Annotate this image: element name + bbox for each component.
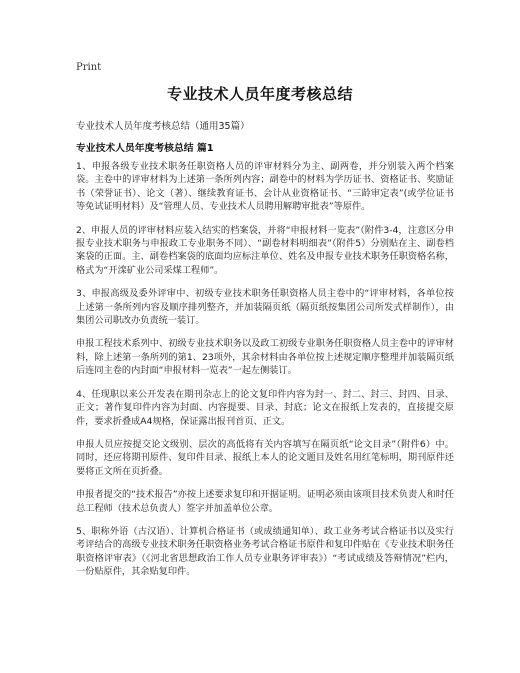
document-body [76,160,454,589]
paragraph: 申报工程技术系列中、初级专业技术职务以及政工初级专业职务任职资格人员主卷中的评审材料，除上述第一条所列的第1、23项外，其余材料由各单位按上述规定顺序整理并加装隔页纸后连同主卷的内封面“申报材料一览表”一起左侧装订。 [76,338,454,377]
paragraph: 3、申报高级及委外评审中、初级专业技术职务任职资格人员主卷中的“评审材料，各单位按上述第一条所列内容及顺序排列整齐，并加装隔页纸（隔页纸按集团公司所发式样制作），由集团公司职改办负责统一装订。 [76,288,454,327]
paragraph: 申报者提交的“技术报告”亦按上述要求复印和开据证明。证明必须由该项目技术负责人和时任总工程师（技术总负责人）签字并加盖单位公章。 [76,489,454,514]
paragraph: 4、任现职以来公开发表在期刊杂志上的论文复印件内容为封一、封二、封三、封四、目录、正文；著作复印件内容为封面、内容提要、目录、封底；论文在报纸上发表的，直接提交原件，要求折叠成A4规格，保证露出报刊首页、正文。 [76,388,454,427]
document-title: 专业技术人员年度考核总结 [166,85,353,103]
paragraph: 2、申报人员的评审材料应装入结实的档案袋，并将“申报材料一览表”（附件3-4，注意区分申报专业技术职务与申报政工专业职务不同）、“副卷材料明细表”（附件5）分别贴在主、副卷档案袋的正面。主、副卷档案袋的底面均应标注单位、姓名及申报专业技术职务任职资格名称，格式为“开滦矿业公司采煤工程师”。 [76,224,454,276]
paragraph: 1、申报各级专业技术职务任职资格人员的评审材料分为主、副两卷，并分别装入两个档案袋。主卷中的评审材料为上述第一条所列内容；副卷中的材料为学历证书、资格证书、奖励证书（荣誉证书）、论文（著）、继续教育证书、会计从业资格证书、“三龄审定表”(或学位证书等免试证明材料）及“管理人员、专业技术人员聘用解聘审批表”等原件。 [76,161,454,213]
section-heading: 专业技术人员年度考核总结 篇1 [76,143,214,154]
paragraph: 5、职称外语（古汉语）、计算机合格证书（或成绩通知单）、政工业务考试合格证书以及实行考评结合的高级专业技术职务任职资格业务考试合格证书原件和复印件贴在《专业技术职务任职资格评审表》（《河北省思想政治工作人员专业职务评审表》）“考试成绩及答辩情况”栏内，一份贴原件，其余贴复印件。 [76,525,454,578]
print-link[interactable]: Print [76,62,102,73]
document-subtitle: 专业技术人员年度考核总结（通用35篇） [76,121,250,132]
paragraph: 申报人员应按提交论文级别、层次的高低将有关内容填写在隔页纸“论文目录”（附件6）中。同时，还应将期刊原件、复印件目录、报纸上本人的论文题目及姓名用红笔标明，期刊原件还要将正文所在页折叠。 [76,438,454,477]
